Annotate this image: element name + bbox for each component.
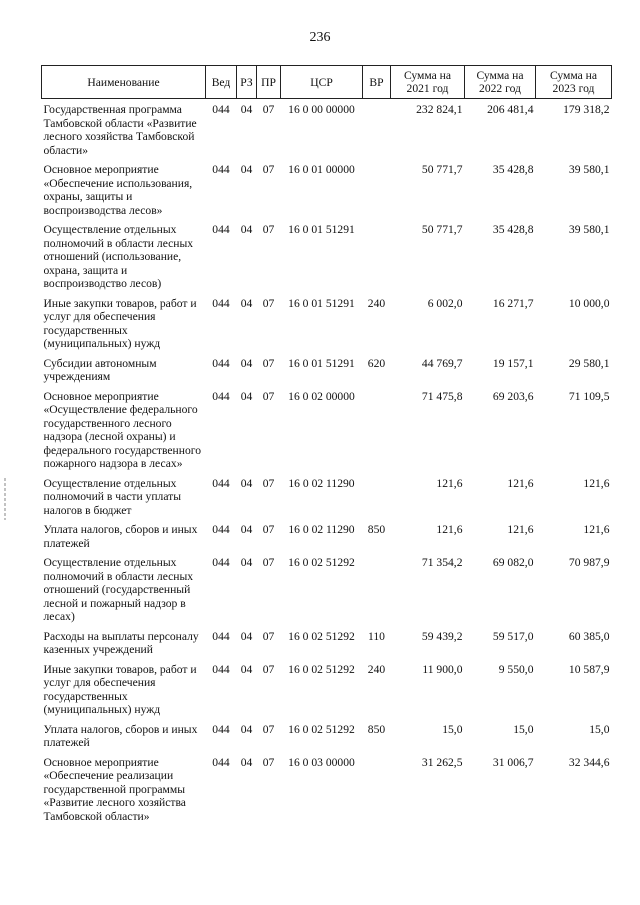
row-csr: 16 0 02 11290 bbox=[288, 523, 355, 536]
row-sum-2023: 10 000,0 bbox=[568, 296, 610, 310]
row-ved: 044 bbox=[212, 629, 230, 643]
table-row bbox=[42, 756, 612, 830]
row-sum-2021: 59 439,2 bbox=[421, 629, 463, 643]
row-sum-2021: 50 771,7 bbox=[421, 223, 463, 236]
row-name: Осуществление отдельных полномочий в области лесных отношений (использование, охрана, защита и воспроизводство лесов) bbox=[43, 223, 194, 290]
row-sum-2023: 39 580,1 bbox=[568, 223, 610, 236]
row-vr: 620 bbox=[367, 356, 386, 370]
row-csr: 16 0 01 51291 bbox=[288, 296, 355, 310]
row-pr: 07 bbox=[262, 103, 275, 116]
row-vr bbox=[363, 163, 391, 223]
header-ved: Вед bbox=[206, 66, 237, 99]
row-pr: 07 bbox=[262, 629, 275, 643]
table-row bbox=[42, 630, 612, 663]
row-vr bbox=[363, 477, 391, 524]
row-name: Основное мероприятие «Осуществление федерального государственного лесного надзора (лесной охраны) и федерального государственного пожарного надзора в лесах» bbox=[43, 389, 202, 470]
row-ved: 044 bbox=[212, 476, 230, 490]
row-sum-2021: 232 824,1 bbox=[416, 103, 463, 116]
row-rz: 04 bbox=[240, 722, 253, 736]
row-vr: 110 bbox=[368, 629, 385, 643]
row-ved: 044 bbox=[212, 163, 230, 176]
row-ved: 044 bbox=[212, 662, 230, 676]
table-row bbox=[42, 556, 612, 630]
header-vr: ВР bbox=[363, 66, 391, 99]
row-csr: 16 0 02 11290 bbox=[288, 476, 355, 490]
row-sum-2023: 121,6 bbox=[583, 523, 610, 536]
table-row bbox=[42, 523, 612, 556]
table-row bbox=[42, 477, 612, 524]
row-vr: 240 bbox=[367, 662, 386, 676]
row-sum-2023: 15,0 bbox=[589, 722, 610, 736]
row-csr: 16 0 01 00000 bbox=[288, 163, 355, 176]
row-name: Уплата налогов, сборов и иных платежей bbox=[43, 722, 198, 749]
header-pr: ПР bbox=[257, 66, 281, 99]
row-sum-2021: 71 354,2 bbox=[421, 556, 463, 569]
row-sum-2022: 69 082,0 bbox=[492, 556, 534, 569]
row-rz: 04 bbox=[240, 389, 253, 403]
table-row bbox=[42, 297, 612, 357]
table-row bbox=[42, 357, 612, 390]
row-pr: 07 bbox=[262, 556, 275, 569]
row-ved: 044 bbox=[212, 223, 230, 236]
row-rz: 04 bbox=[240, 476, 253, 490]
row-pr: 07 bbox=[262, 296, 275, 310]
row-vr bbox=[363, 99, 391, 164]
row-sum-2022: 35 428,8 bbox=[492, 223, 534, 236]
row-vr bbox=[363, 390, 391, 477]
row-sum-2022: 206 481,4 bbox=[487, 103, 534, 116]
row-name: Осуществление отдельных полномочий в области лесных отношений (государственный лесной и пожарный надзор в лесах) bbox=[43, 556, 194, 623]
row-sum-2022: 15,0 bbox=[513, 722, 534, 736]
row-sum-2022: 35 428,8 bbox=[492, 163, 534, 176]
row-vr bbox=[363, 223, 391, 297]
row-sum-2023: 29 580,1 bbox=[568, 356, 610, 370]
page-number: 236 bbox=[309, 30, 331, 45]
row-rz: 04 bbox=[240, 103, 253, 116]
row-sum-2022: 59 517,0 bbox=[492, 629, 534, 643]
row-pr: 07 bbox=[262, 163, 275, 176]
row-sum-2021: 11 900,0 bbox=[422, 662, 463, 676]
row-rz: 04 bbox=[240, 629, 253, 643]
row-rz: 04 bbox=[240, 223, 253, 236]
table-body bbox=[42, 99, 612, 830]
row-sum-2021: 121,6 bbox=[436, 523, 463, 536]
row-rz: 04 bbox=[240, 296, 253, 310]
row-sum-2021: 31 262,5 bbox=[421, 755, 463, 769]
row-sum-2023: 71 109,5 bbox=[568, 389, 610, 403]
row-ved: 044 bbox=[212, 103, 230, 116]
table-row bbox=[42, 163, 612, 223]
row-name: Основное мероприятие «Обеспечение реализации государственной программы «Развитие лесного хозяйства Тамбовской области» bbox=[43, 755, 186, 823]
row-rz: 04 bbox=[240, 662, 253, 676]
table-row bbox=[42, 723, 612, 756]
row-sum-2021: 15,0 bbox=[442, 722, 463, 736]
header-csr: ЦСР bbox=[281, 66, 363, 99]
row-sum-2021: 44 769,7 bbox=[421, 356, 463, 370]
row-name: Субсидии автономным учреждениям bbox=[43, 356, 157, 383]
header-sum-2021: Сумма на 2021 год bbox=[391, 66, 465, 99]
row-pr: 07 bbox=[262, 476, 275, 490]
row-ved: 044 bbox=[212, 389, 230, 403]
row-name: Государственная программа Тамбовской области «Развитие лесного хозяйства Тамбовской области» bbox=[43, 103, 197, 157]
row-pr: 07 bbox=[262, 356, 275, 370]
scan-edge-mark bbox=[4, 478, 6, 520]
row-pr: 07 bbox=[262, 223, 275, 236]
row-pr: 07 bbox=[262, 722, 275, 736]
row-csr: 16 0 02 51292 bbox=[288, 662, 355, 676]
row-csr: 16 0 00 00000 bbox=[288, 103, 355, 116]
row-sum-2021: 121,6 bbox=[436, 476, 463, 490]
row-csr: 16 0 03 00000 bbox=[288, 755, 355, 769]
row-ved: 044 bbox=[212, 523, 230, 536]
header-sum-2023: Сумма на 2023 год bbox=[536, 66, 612, 99]
row-name: Осуществление отдельных полномочий в части уплаты налогов в бюджет bbox=[43, 476, 182, 517]
row-vr bbox=[363, 556, 391, 630]
row-sum-2022: 16 271,7 bbox=[492, 296, 534, 310]
row-pr: 07 bbox=[262, 755, 275, 769]
row-sum-2021: 50 771,7 bbox=[421, 163, 463, 176]
row-ved: 044 bbox=[212, 722, 230, 736]
row-csr: 16 0 01 51291 bbox=[288, 223, 355, 236]
row-csr: 16 0 01 51291 bbox=[288, 356, 355, 370]
row-sum-2023: 10 587,9 bbox=[568, 662, 610, 676]
row-csr: 16 0 02 51292 bbox=[288, 629, 355, 643]
row-sum-2023: 179 318,2 bbox=[563, 103, 610, 116]
table-row bbox=[42, 663, 612, 723]
row-name: Расходы на выплаты персоналу казенных учреждений bbox=[43, 629, 199, 656]
row-rz: 04 bbox=[240, 523, 253, 536]
table-row bbox=[42, 390, 612, 477]
row-vr: 850 bbox=[367, 722, 386, 736]
row-vr bbox=[363, 756, 391, 830]
row-sum-2022: 121,6 bbox=[507, 523, 534, 536]
row-sum-2021: 71 475,8 bbox=[421, 389, 463, 403]
row-csr: 16 0 02 51292 bbox=[288, 722, 355, 736]
row-pr: 07 bbox=[262, 389, 275, 403]
header-rz: РЗ bbox=[237, 66, 257, 99]
table-header-row bbox=[42, 66, 612, 99]
row-pr: 07 bbox=[262, 662, 275, 676]
row-sum-2023: 39 580,1 bbox=[568, 163, 610, 176]
row-rz: 04 bbox=[240, 163, 253, 176]
row-name: Иные закупки товаров, работ и услуг для обеспечения государственных (муниципальных) нужд bbox=[43, 662, 197, 716]
row-sum-2023: 121,6 bbox=[583, 476, 610, 490]
row-name: Основное мероприятие «Обеспечение использования, охраны, защиты и воспроизводства лесов» bbox=[43, 163, 193, 217]
row-sum-2022: 9 550,0 bbox=[498, 662, 534, 676]
row-sum-2022: 19 157,1 bbox=[492, 356, 534, 370]
header-sum-2022: Сумма на 2022 год bbox=[465, 66, 536, 99]
row-name: Иные закупки товаров, работ и услуг для обеспечения государственных (муниципальных) нужд bbox=[43, 296, 197, 350]
row-sum-2022: 69 203,6 bbox=[492, 389, 534, 403]
header-name: Наименование bbox=[42, 66, 206, 99]
row-rz: 04 bbox=[240, 755, 253, 769]
row-sum-2021: 6 002,0 bbox=[427, 296, 463, 310]
row-sum-2023: 32 344,6 bbox=[568, 755, 610, 769]
row-ved: 044 bbox=[212, 556, 230, 569]
row-vr: 240 bbox=[367, 296, 386, 310]
table-row bbox=[42, 99, 612, 164]
row-ved: 044 bbox=[212, 755, 230, 769]
row-rz: 04 bbox=[240, 556, 253, 569]
row-ved: 044 bbox=[212, 356, 230, 370]
row-sum-2023: 60 385,0 bbox=[568, 629, 610, 643]
row-vr: 850 bbox=[367, 523, 386, 536]
row-csr: 16 0 02 51292 bbox=[288, 556, 355, 569]
row-sum-2022: 121,6 bbox=[507, 476, 534, 490]
row-sum-2022: 31 006,7 bbox=[492, 755, 534, 769]
row-sum-2023: 70 987,9 bbox=[568, 556, 610, 569]
row-name: Уплата налогов, сборов и иных платежей bbox=[43, 523, 198, 550]
row-rz: 04 bbox=[240, 356, 253, 370]
row-ved: 044 bbox=[212, 296, 230, 310]
row-pr: 07 bbox=[262, 523, 275, 536]
row-csr: 16 0 02 00000 bbox=[288, 389, 355, 403]
budget-table bbox=[41, 65, 612, 829]
table-row bbox=[42, 223, 612, 297]
